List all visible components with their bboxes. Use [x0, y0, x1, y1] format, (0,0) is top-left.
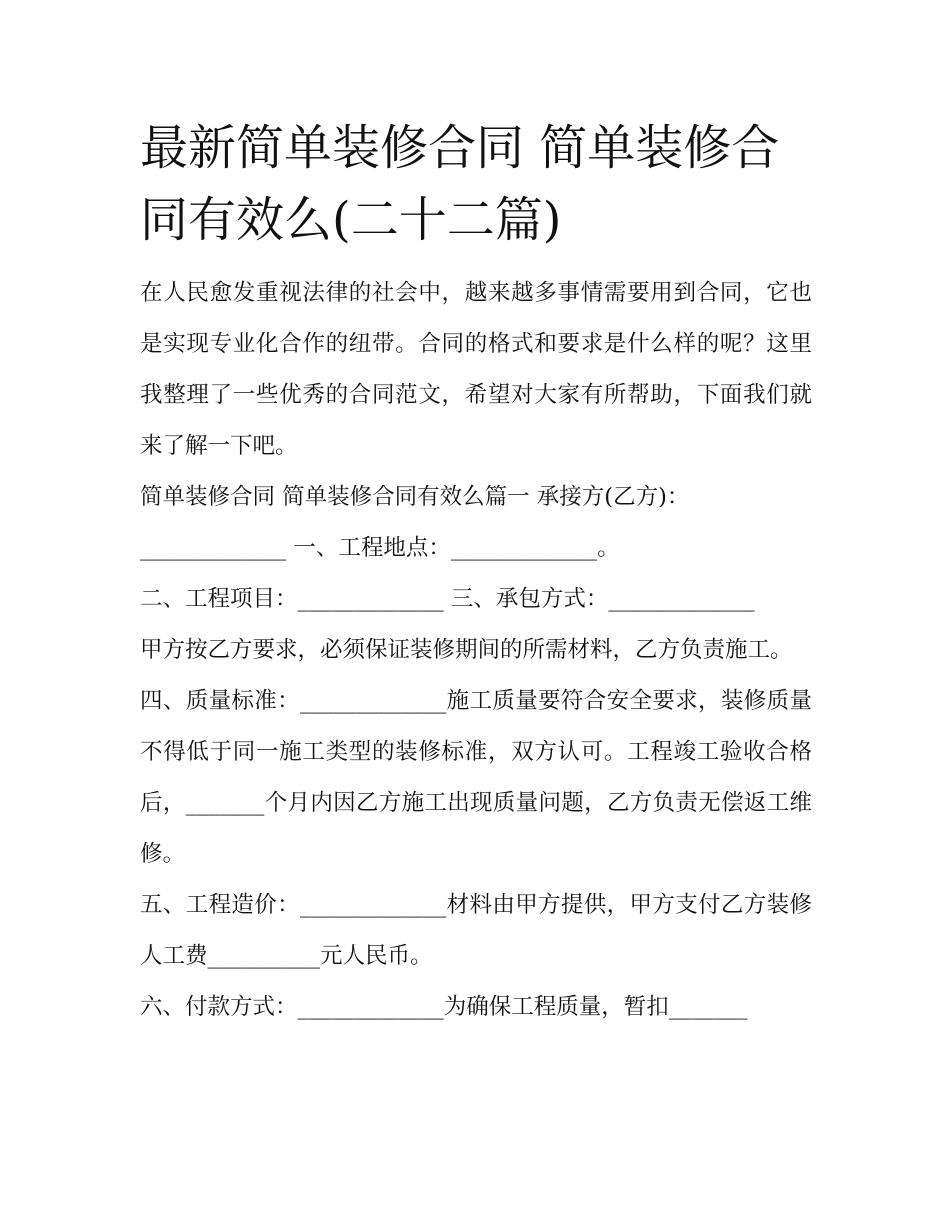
payment-line: 六、付款方式：_____________为确保工程质量，暂扣_______: [140, 994, 748, 1020]
cost-paragraph: 五、工程造价：_____________材料由甲方提供，甲方支付乙方装修人工费__________元人民币。: [140, 892, 812, 969]
materials-paragraph: 甲方按乙方要求，必须保证装修期间的所需材料，乙方负责施工。: [140, 637, 793, 663]
quality-paragraph: 四、质量标准：_____________施工质量要符合安全要求，装修质量不得低于同一施工类型的装修标准，双方认可。工程竣工验收合格后，_______个月内因乙方施工出现质量问题，乙方负责无偿返工维修。: [140, 688, 812, 867]
document-title: 最新简单装修合同 简单装修合同有效么(二十二篇): [140, 120, 780, 248]
project-line: 二、工程项目：_____________ 三、承包方式：_____________: [140, 586, 755, 612]
intro-paragraph: 在人民愈发重视法律的社会中，越来越多事情需要用到合同，它也是实现专业化合作的纽带。合同的格式和要求是什么样的呢？这里我整理了一些优秀的合同范文，希望对大家有所帮助，下面我们就来了解一下吧。: [140, 280, 812, 459]
document-content: [140, 112, 812, 1033]
section-heading-line: 简单装修合同 简单装修合同有效么篇一 承接方(乙方)：: [140, 484, 690, 510]
location-line: _____________ 一、工程地点：_____________。: [140, 535, 620, 561]
